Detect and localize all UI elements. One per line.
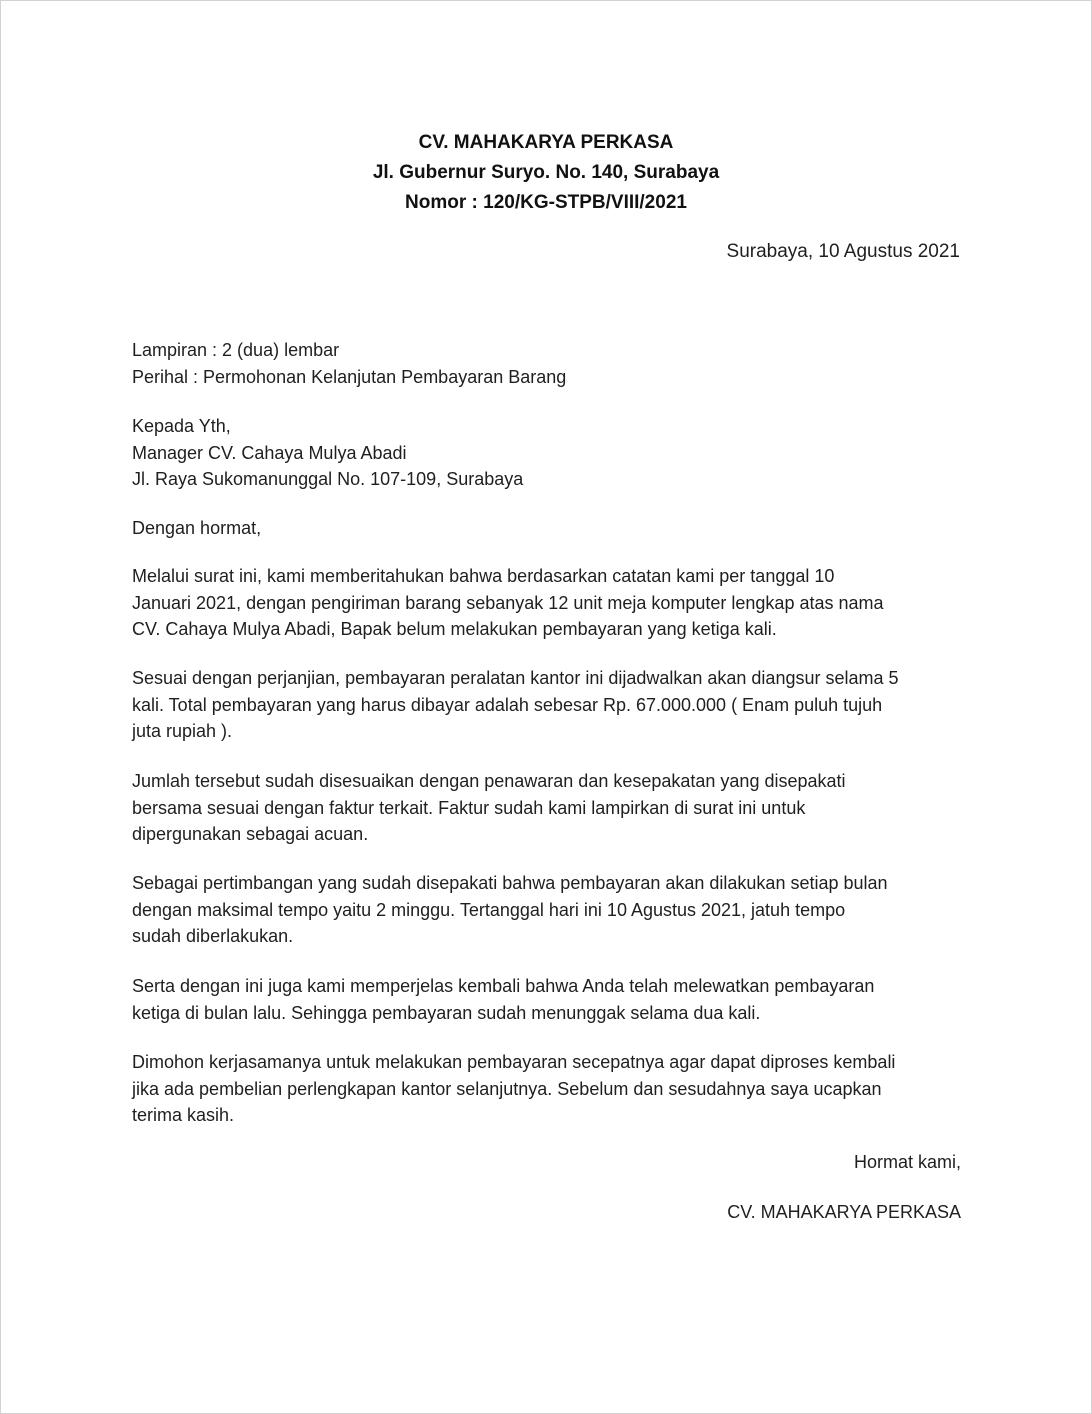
paragraph-line: dengan maksimal tempo yaitu 2 minggu. Tertanggal hari ini 10 Agustus 2021, jatuh tempo bbox=[132, 899, 846, 920]
paragraph-6 bbox=[132, 1049, 967, 1129]
paragraph-line: Melalui surat ini, kami memberitahukan bahwa berdasarkan catatan kami per tanggal 10 bbox=[132, 566, 835, 586]
paragraph-line: bersama sesuai dengan faktur terkait. Faktur sudah kami lampirkan di surat ini untuk bbox=[132, 797, 806, 818]
subject-line: Perihal : Permohonan Kelanjutan Pembayaran Barang bbox=[132, 366, 567, 387]
letterhead-address: Jl. Gubernur Suryo. No. 140, Surabaya bbox=[372, 162, 720, 183]
paragraph-2 bbox=[132, 665, 967, 745]
signatory: CV. MAHAKARYA PERKASA bbox=[727, 1202, 961, 1222]
paragraph-line: sudah diberlakukan. bbox=[132, 926, 294, 946]
paragraph-line: dipergunakan sebagai acuan. bbox=[132, 824, 369, 844]
paragraph-line: Jumlah tersebut sudah disesuaikan dengan penawaran dan kesepakatan yang disepakati bbox=[132, 771, 846, 791]
paragraph-1 bbox=[132, 563, 967, 643]
paragraph-line: ketiga di bulan lalu. Sehingga pembayaran sudah menunggak selama dua kali. bbox=[132, 1002, 761, 1023]
paragraph-5 bbox=[132, 973, 967, 1026]
paragraph-4 bbox=[132, 870, 967, 950]
paragraph-line: juta rupiah ). bbox=[132, 721, 233, 741]
recipient-salutation: Kepada Yth, bbox=[132, 416, 231, 436]
greeting: Dengan hormat, bbox=[132, 518, 262, 538]
paragraph-line: Serta dengan ini juga kami memperjelas kembali bahwa Anda telah melewatkan pembayaran bbox=[132, 976, 875, 996]
paragraph-line: Sebagai pertimbangan yang sudah disepakati bahwa pembayaran akan dilakukan setiap bulan bbox=[132, 873, 888, 893]
recipient-name: Manager CV. Cahaya Mulya Abadi bbox=[132, 442, 407, 463]
letter-date: Surabaya, 10 Agustus 2021 bbox=[726, 241, 960, 262]
paragraph-line: CV. Cahaya Mulya Abadi, Bapak belum melakukan pembayaran yang ketiga kali. bbox=[132, 619, 777, 639]
recipient-block bbox=[132, 413, 967, 493]
paragraph-line: terima kasih. bbox=[132, 1105, 235, 1125]
letterhead-number: Nomor : 120/KG-STPB/VIII/2021 bbox=[405, 192, 687, 213]
paragraph-line: Dimohon kerjasamanya untuk melakukan pembayaran secepatnya agar dapat diproses kembali bbox=[132, 1052, 896, 1072]
paragraph-line: jika ada pembelian perlengkapan kantor selanjutnya. Sebelum dan sesudahnya saya ucapkan bbox=[132, 1078, 882, 1099]
letterhead bbox=[1, 128, 1091, 218]
paragraph-line: Januari 2021, dengan pengiriman barang sebanyak 12 unit meja komputer lengkap atas nama bbox=[132, 592, 884, 613]
paragraph-3 bbox=[132, 768, 967, 848]
paragraph-line: kali. Total pembayaran yang harus dibayar adalah sebesar Rp. 67.000.000 ( Enam puluh tujuh bbox=[132, 694, 883, 715]
letterhead-company: CV. MAHAKARYA PERKASA bbox=[418, 132, 674, 153]
attachment-line: Lampiran : 2 (dua) lembar bbox=[132, 340, 340, 360]
paragraph-line: Sesuai dengan perjanjian, pembayaran peralatan kantor ini dijadwalkan akan diangsur selama 5 bbox=[132, 668, 899, 688]
recipient-address: Jl. Raya Sukomanunggal No. 107-109, Surabaya bbox=[132, 469, 524, 489]
letter-meta bbox=[132, 337, 967, 390]
valediction: Hormat kami, bbox=[853, 1152, 961, 1172]
